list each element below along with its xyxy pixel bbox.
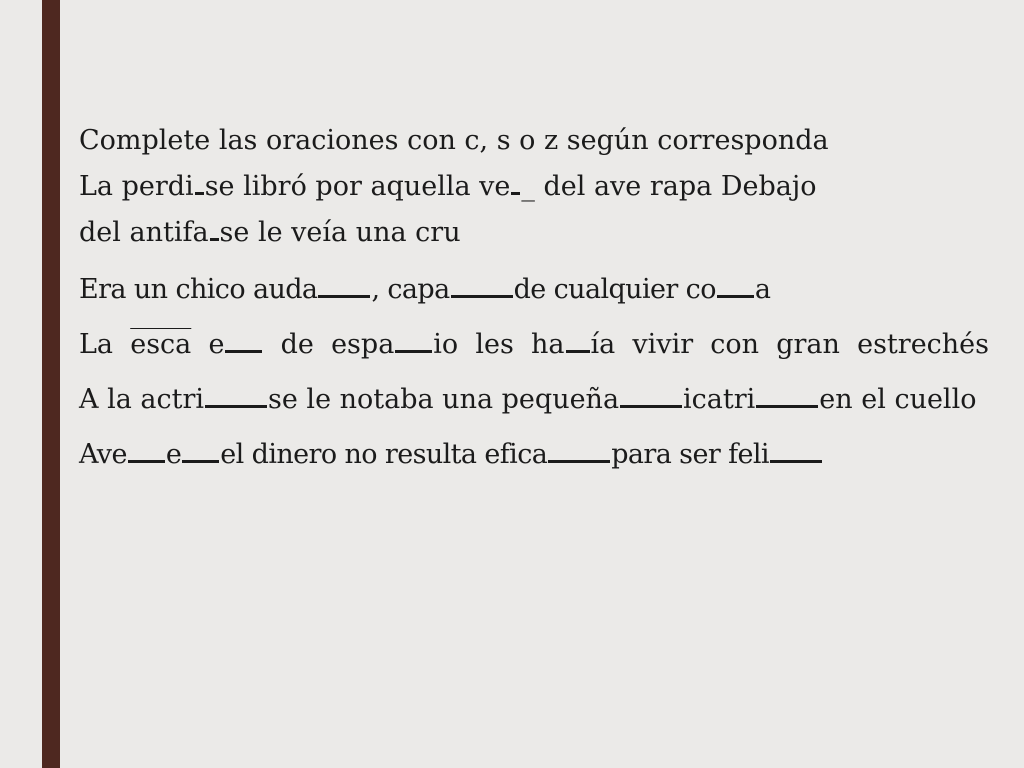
answer-blank[interactable] xyxy=(128,460,165,463)
exercise-4 xyxy=(79,378,989,421)
exercise-3-overlined-text: esca xyxy=(130,329,192,360)
exercise-4-text-d: en el cuello xyxy=(819,384,977,415)
exercise-2 xyxy=(79,268,989,311)
answer-blank[interactable] xyxy=(620,405,682,408)
exercise-3-text-b: e xyxy=(191,329,225,360)
exercise-1-text-c: del ave rapa Debajo xyxy=(534,171,817,202)
exercise-5-text-d: para ser feli xyxy=(611,439,769,470)
answer-blank[interactable] xyxy=(566,350,590,353)
exercise-2-text-c: de cualquier co xyxy=(513,274,716,305)
answer-blank[interactable] xyxy=(182,460,219,463)
slide-content xyxy=(79,118,989,476)
exercise-4-text-a: A la actri xyxy=(79,384,205,415)
answer-blank[interactable] xyxy=(195,192,204,195)
exercise-5-text-a: Ave xyxy=(79,439,127,470)
exercise-3-text-d: io les ha xyxy=(433,329,565,360)
exercise-4-text-b: se le notaba una pequeña xyxy=(268,384,620,415)
exercise-5 xyxy=(79,433,989,476)
answer-blank[interactable] xyxy=(318,295,370,298)
instruction-heading: Complete las oraciones con c, s o z según corresponda xyxy=(79,125,829,156)
answer-blank[interactable] xyxy=(717,295,754,298)
exercise-1-text-a: La perdi xyxy=(79,171,194,202)
exercise-3-text-c: de espa xyxy=(263,329,395,360)
answer-blank[interactable] xyxy=(210,238,219,241)
answer-blank[interactable] xyxy=(205,405,267,408)
answer-blank[interactable] xyxy=(548,460,610,463)
exercise-4-text-c: icatri xyxy=(683,384,756,415)
answer-blank[interactable] xyxy=(511,192,520,195)
exercise-3 xyxy=(79,323,989,366)
exercise-1-text-d: del antifa xyxy=(79,217,209,248)
exercise-2-text-a: Era un chico auda xyxy=(79,274,318,305)
answer-blank[interactable] xyxy=(756,405,818,408)
exercise-2-text-b: , capa xyxy=(371,274,450,305)
exercise-2-text-d: a xyxy=(754,274,771,305)
exercise-1-text-b: se libró por aquella ve xyxy=(204,171,511,202)
exercise-3-text-e: ía vivir con gran estrechés xyxy=(590,329,990,360)
slide-accent-bar xyxy=(42,0,60,768)
answer-blank[interactable] xyxy=(770,460,822,463)
exercise-1: La perdi se libró por aquella ve _ del ave rapa Debajo del antifa se le veía una cru xyxy=(79,171,817,248)
exercise-1-text-e: se le veía una cru xyxy=(219,217,461,248)
answer-blank[interactable] xyxy=(395,350,432,353)
answer-blank[interactable] xyxy=(451,295,513,298)
answer-blank[interactable] xyxy=(225,350,262,353)
exercise-3-text-a: La xyxy=(79,329,131,360)
exercise-5-text-b: e xyxy=(165,439,182,470)
exercise-5-text-c: el dinero no resulta efica xyxy=(220,439,548,470)
